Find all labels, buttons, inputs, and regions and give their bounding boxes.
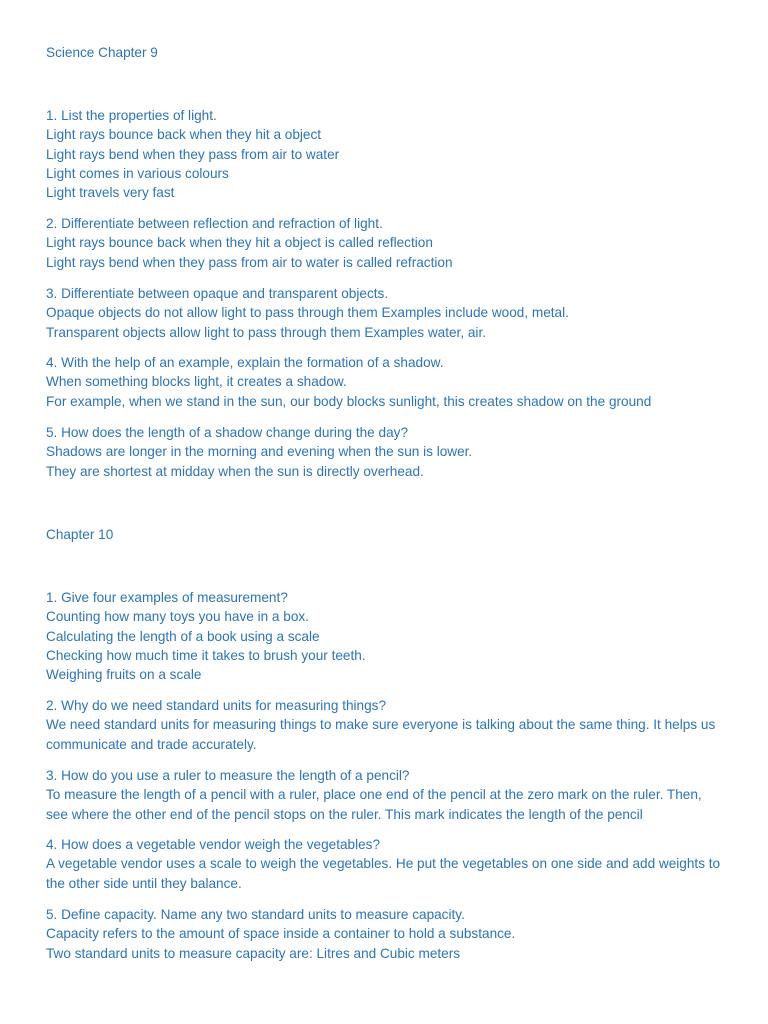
question-text: 1. List the properties of light.	[46, 108, 217, 123]
question-text: 4. With the help of an example, explain the formation of a shadow.	[46, 355, 444, 370]
answer-text: Light rays bend when they pass from air to water is called refraction	[46, 254, 453, 270]
answer-text: Checking how much time it takes to brush your teeth.	[46, 647, 366, 663]
question-text: 1. Give four examples of measurement?	[46, 590, 288, 605]
ch10-question-block-1	[46, 588, 726, 684]
answer-text: Capacity refers to the amount of space inside a container to hold a substance.	[46, 926, 516, 942]
chapter-10-title: Chapter 10	[46, 527, 114, 542]
ch9-question-block-3	[46, 284, 726, 342]
question-text: 4. How does a vegetable vendor weigh the vegetables?	[46, 837, 381, 852]
chapter-9-title: Science Chapter 9	[46, 45, 158, 60]
answer-text: Shadows are longer in the morning and evening when the sun is lower.	[46, 444, 473, 460]
ch9-question-block-4	[46, 353, 726, 411]
question-text: 2. Differentiate between reflection and refraction of light.	[46, 216, 383, 231]
answer-text: We need standard units for measuring things to make sure everyone is talking about the same thing. It helps us communicate and trade accurately.	[46, 717, 716, 752]
ch10-question-block-3	[46, 766, 726, 824]
answer-text: Light rays bend when they pass from air to water	[46, 146, 340, 162]
answer-text: Light rays bounce back when they hit a object	[46, 127, 322, 143]
question-text: 3. Differentiate between opaque and transparent objects.	[46, 286, 389, 301]
answer-text: When something blocks light, it creates a shadow.	[46, 374, 347, 390]
question-text: 3. How do you use a ruler to measure the length of a pencil?	[46, 768, 410, 783]
answer-text: Calculating the length of a book using a scale	[46, 628, 320, 644]
ch10-question-block-4	[46, 835, 726, 893]
answer-text: Transparent objects allow light to pass through them Examples water, air.	[46, 324, 487, 340]
question-text: 5. How does the length of a shadow change during the day?	[46, 425, 408, 440]
answer-text: Weighing fruits on a scale	[46, 667, 202, 683]
answer-text: To measure the length of a pencil with a ruler, place one end of the pencil at the zero mark on the ruler. Then, see where the other end of the pencil stops on the ruler. This mark indicates the length of the pencil	[46, 787, 702, 822]
question-text: 2. Why do we need standard units for measuring things?	[46, 698, 387, 713]
ch9-question-block-5	[46, 423, 726, 481]
ch10-question-block-2	[46, 696, 726, 754]
answer-text: Two standard units to measure capacity are: Litres and Cubic meters	[46, 945, 461, 961]
answer-text: Light travels very fast	[46, 185, 175, 201]
answer-text: Counting how many toys you have in a box.	[46, 609, 309, 625]
ch9-question-block-2	[46, 214, 726, 272]
ch10-question-block-5	[46, 905, 726, 963]
answer-text: A vegetable vendor uses a scale to weigh the vegetables. He put the vegetables on one side and add weights to the other side until they balance.	[46, 856, 721, 891]
answer-text: They are shortest at midday when the sun is directly overhead.	[46, 463, 424, 479]
answer-text: Light rays bounce back when they hit a object is called reflection	[46, 235, 433, 251]
answer-text: Opaque objects do not allow light to pass through them Examples include wood, metal.	[46, 305, 569, 321]
answer-text: For example, when we stand in the sun, our body blocks sunlight, this creates shadow on the ground	[46, 393, 652, 409]
question-text: 5. Define capacity. Name any two standard units to measure capacity.	[46, 907, 465, 922]
answer-text: Light comes in various colours	[46, 165, 229, 181]
ch9-question-block-1	[46, 106, 726, 202]
